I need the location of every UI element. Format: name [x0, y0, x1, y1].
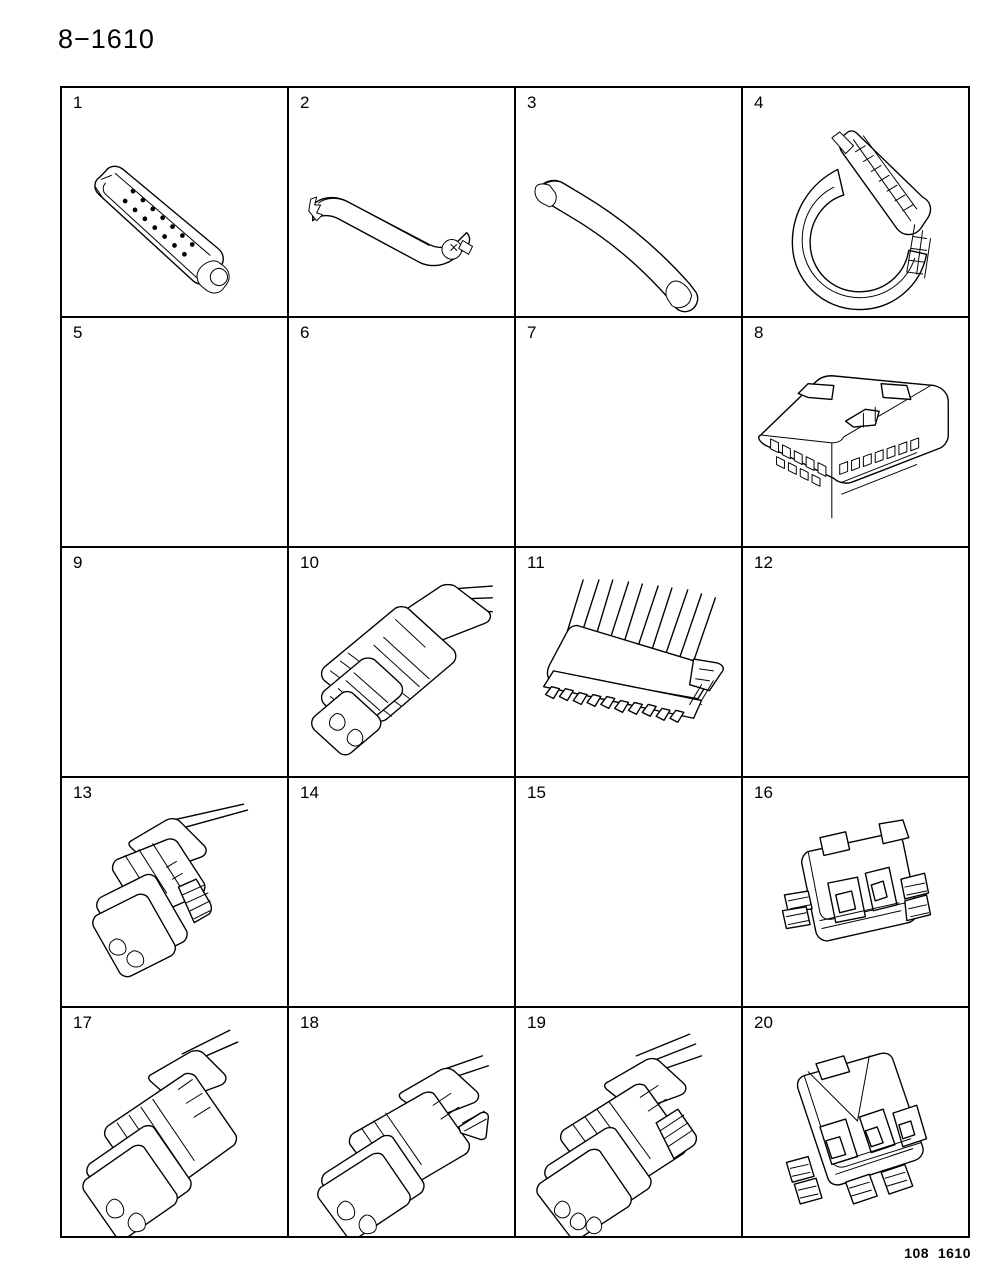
parts-grid [60, 86, 970, 1238]
two-way-connector-angled-icon [289, 1008, 514, 1236]
grid-cell[interactable] [743, 778, 970, 1008]
cell-number: 12 [754, 553, 773, 572]
two-way-connector-large-icon [62, 1008, 287, 1236]
cell-number: 16 [754, 783, 773, 802]
cell-number: 17 [73, 1013, 92, 1032]
grid-cell[interactable] [289, 318, 516, 548]
grid-cell[interactable] [743, 88, 970, 318]
figure-code: 108 1610 [904, 1245, 971, 1261]
cell-number: 6 [300, 323, 310, 342]
ten-way-flat-connector-icon [516, 548, 741, 776]
three-way-connector-wires-icon [516, 1008, 741, 1236]
cell-number: 15 [527, 783, 546, 802]
cell-number: 3 [527, 93, 537, 112]
two-way-connector-latched-icon [62, 778, 287, 1006]
relay-connector-housing-icon [743, 1008, 968, 1236]
tapered-hose-short-icon [289, 88, 514, 316]
grid-cell[interactable] [289, 1008, 516, 1238]
grid-cell[interactable] [516, 1008, 743, 1238]
cell-number: 9 [73, 553, 83, 572]
grid-cell[interactable] [62, 778, 289, 1008]
cell-number: 2 [300, 93, 310, 112]
cell-number: 4 [754, 93, 764, 112]
grid-cell[interactable] [289, 88, 516, 318]
grid-cell[interactable] [62, 1008, 289, 1238]
cell-number: 7 [527, 323, 537, 342]
grid-cell[interactable] [62, 88, 289, 318]
grid-cell[interactable] [743, 318, 970, 548]
worm-gear-hose-clamp-icon [743, 88, 968, 316]
curved-hose-icon [516, 88, 741, 316]
four-way-connector-body-icon [743, 778, 968, 1006]
cell-number: 1 [73, 93, 83, 112]
grid-cell[interactable] [62, 318, 289, 548]
cell-number: 14 [300, 783, 319, 802]
grid-cell[interactable] [743, 1008, 970, 1238]
cell-number: 8 [754, 323, 764, 342]
grid-cell[interactable] [516, 318, 743, 548]
cell-number: 18 [300, 1013, 319, 1032]
grid-cell[interactable] [289, 548, 516, 778]
grid-cell[interactable] [289, 778, 516, 1008]
page-title: 8−1610 [58, 24, 155, 54]
multi-pin-connector-block-icon [743, 318, 968, 546]
cell-number: 19 [527, 1013, 546, 1032]
cell-number: 20 [754, 1013, 773, 1032]
three-way-connector-icon [289, 548, 514, 776]
cell-number: 13 [73, 783, 92, 802]
grid-cell[interactable] [516, 778, 743, 1008]
grid-cell[interactable] [62, 548, 289, 778]
cell-number: 10 [300, 553, 319, 572]
cell-number: 5 [73, 323, 83, 342]
split-sleeve-boot-icon [62, 88, 287, 316]
grid-cell[interactable] [516, 548, 743, 778]
grid-cell[interactable] [743, 548, 970, 778]
grid-cell[interactable] [516, 88, 743, 318]
cell-number: 11 [527, 553, 545, 572]
